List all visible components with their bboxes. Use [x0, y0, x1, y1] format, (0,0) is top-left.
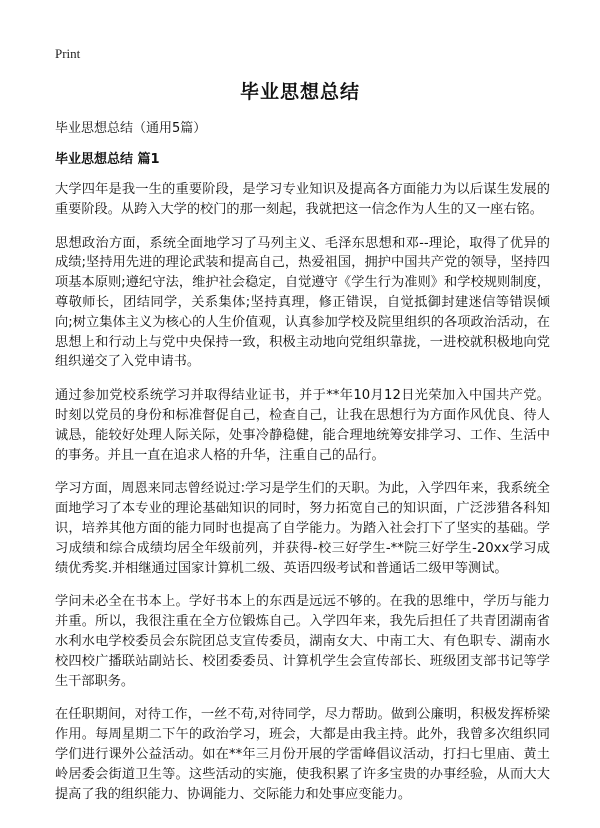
document-title: 毕业思想总结 — [239, 81, 360, 103]
print-label: Print — [55, 46, 81, 61]
paragraph-study: 学习方面，周恩来同志曾经说过:学习是学生们的天职。为此，入学四年来，我系统全面地学习了本专业的理论基础知识的同时，努力拓宽自己的知识面，广泛涉猎各科知识，培养其他方面的能力同时也提高了自学能力。为踏入社会打下了坚实的基础。学习成绩和综合成绩均居全年级前列，并获得-校三好学生-**院三好学生-20xx学习成绩优秀奖.并相继通过国家计算机二级、英语四级考试和普通话二级甲等测试。 — [55, 481, 550, 576]
paragraph-abilities: 学问未必全在书本上。学好书本上的东西是远远不够的。在我的思维中，学历与能力并重。所以，我很注重在全方位锻炼自己。入学四年来，我先后担任了共青团湖南省水利水电学校委员会东院团总支宣传委员，湖南女大、中南工大、有色职专、湖南水校四校广播联站副站长、校团委委员、计算机学生会宣传部长、班级团支部书记等学生干部职务。 — [55, 594, 550, 689]
paragraph-political-thought: 思想政治方面，系统全面地学习了马列主义、毛泽东思想和邓--理论，取得了优异的成绩;坚持用先进的理论武装和提高自己，热爱祖国，拥护中国共产党的领导，坚持四项基本原则;遵纪守法，维护社会稳定，自觉遵守《学生行为准则》和学校规则制度，尊敬师长，团结同学，关系集体;坚持真理，修正错误，自觉抵御封建迷信等错误倾向;树立集体主义为核心的人生价值观，认真参加学校及院里组织的各项政治活动，在思想上和行动上与党中央保持一致，积极主动地向党组织靠拢，一进校就积极地向党组织递交了入党申请书。 — [55, 235, 550, 370]
paragraph-work-experience: 在任职期间，对待工作，一丝不苟,对待同学，尽力帮助。做到公廉明，积极发挥桥梁作用。每周星期二下午的政治学习，班会，大都是由我主持。此外，我曾多次组织同学们进行课外公益活动。如在**年三月份开展的学雷峰倡议活动，打扫七里庙、黄土岭居委会街道卫生等。这些活动的实施，使我积累了许多宝贵的办事经验，从而大大提高了我的组织能力、协调能力、交际能力和处事应变能力。 — [55, 707, 550, 802]
paragraph-party-membership: 通过参加党校系统学习并取得结业证书，并于**年10月12日光荣加入中国共产党。时刻以党员的身份和标准督促自己，检查自己，让我在思想行为方面作风优良、待人诚恳，能较好处理人际关际，处事冷静稳健，能合理地统筹安排学习、工作、生活中的事务。并且一直在追求人格的升华，注重自己的品行。 — [55, 388, 550, 463]
paragraph-intro: 大学四年是我一生的重要阶段，是学习专业知识及提高各方面能力为以后谋生发展的重要阶段。从跨入大学的校门的那一刻起，我就把这一信念作为人生的又一座右铭。 — [55, 182, 550, 217]
section-heading: 毕业思想总结 篇1 — [55, 152, 160, 167]
document-body — [55, 180, 550, 818]
document-subtitle: 毕业思想总结（通用5篇） — [55, 121, 207, 136]
